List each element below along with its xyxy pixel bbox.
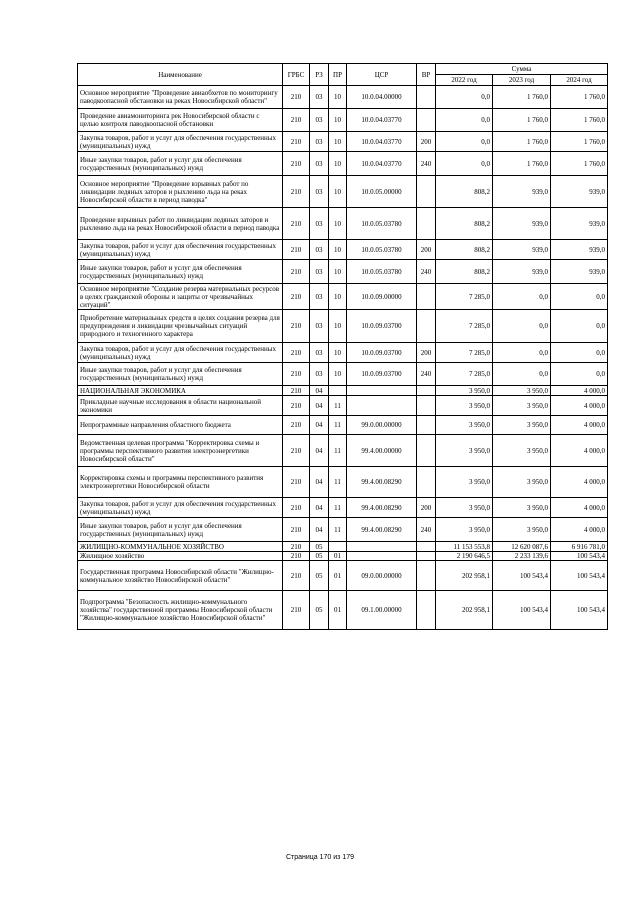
cell-sum-2023: 1 760,0 bbox=[493, 152, 551, 176]
table-row bbox=[78, 208, 608, 240]
cell-rz: 03 bbox=[310, 363, 329, 386]
table-row bbox=[78, 435, 608, 467]
table-row bbox=[78, 109, 608, 132]
cell-rz: 03 bbox=[310, 86, 329, 109]
cell-pr: 11 bbox=[329, 467, 347, 498]
cell-pr: 10 bbox=[329, 240, 347, 260]
cell-rz: 03 bbox=[310, 343, 329, 363]
cell-sum-2024: 4 000,0 bbox=[551, 498, 608, 518]
header-2023: 2023 год bbox=[493, 75, 551, 86]
cell-csr: 09.1.00.00000 bbox=[347, 591, 417, 630]
cell-pr: 10 bbox=[329, 109, 347, 132]
cell-vr bbox=[417, 542, 436, 552]
cell-pr: 10 bbox=[329, 208, 347, 240]
cell-csr: 10.0.05.00000 bbox=[347, 176, 417, 208]
cell-sum-2022: 3 950,0 bbox=[436, 518, 493, 542]
cell-sum-2023: 3 950,0 bbox=[493, 518, 551, 542]
table-body bbox=[78, 86, 608, 630]
cell-sum-2022: 0,0 bbox=[436, 152, 493, 176]
cell-name: ЖИЛИЩНО-КОММУНАЛЬНОЕ ХОЗЯЙСТВО bbox=[78, 542, 283, 552]
cell-sum-2023: 3 950,0 bbox=[493, 435, 551, 467]
cell-vr bbox=[417, 416, 436, 435]
cell-grbs: 210 bbox=[283, 363, 310, 386]
cell-sum-2022: 11 153 553,8 bbox=[436, 542, 493, 552]
cell-sum-2023: 0,0 bbox=[493, 284, 551, 310]
cell-sum-2023: 1 760,0 bbox=[493, 109, 551, 132]
cell-rz: 04 bbox=[310, 518, 329, 542]
cell-name: Ведомственная целевая программа "Корректировка схемы и программы перспективного развития электроэнергетики Новосибирской области" bbox=[78, 435, 283, 467]
cell-sum-2022: 3 950,0 bbox=[436, 396, 493, 416]
cell-sum-2022: 202 958,1 bbox=[436, 591, 493, 630]
cell-name: НАЦИОНАЛЬНАЯ ЭКОНОМИКА bbox=[78, 386, 283, 396]
cell-pr bbox=[329, 542, 347, 552]
header-name: Наименование bbox=[78, 64, 283, 86]
cell-grbs: 210 bbox=[283, 552, 310, 561]
cell-sum-2024: 4 000,0 bbox=[551, 467, 608, 498]
cell-name: Подпрограмма "Безопасность жилищно-коммунального хозяйства" государственной программы Новосибирской области "Жилищно-коммунальное хозяйство Новосибирской области" bbox=[78, 591, 283, 630]
cell-sum-2022: 7 285,0 bbox=[436, 310, 493, 343]
cell-rz: 03 bbox=[310, 109, 329, 132]
cell-sum-2023: 0,0 bbox=[493, 363, 551, 386]
cell-sum-2022: 3 950,0 bbox=[436, 386, 493, 396]
cell-sum-2023: 939,0 bbox=[493, 240, 551, 260]
table-row bbox=[78, 591, 608, 630]
cell-rz: 04 bbox=[310, 498, 329, 518]
table-row bbox=[78, 561, 608, 591]
cell-pr: 11 bbox=[329, 518, 347, 542]
cell-pr: 01 bbox=[329, 561, 347, 591]
cell-csr: 99.4.00.08290 bbox=[347, 498, 417, 518]
cell-csr: 10.0.09.03700 bbox=[347, 363, 417, 386]
cell-grbs: 210 bbox=[283, 498, 310, 518]
cell-pr: 10 bbox=[329, 86, 347, 109]
cell-sum-2024: 6 916 781,0 bbox=[551, 542, 608, 552]
cell-csr: 10.0.09.03700 bbox=[347, 343, 417, 363]
cell-pr: 11 bbox=[329, 416, 347, 435]
cell-name: Иные закупки товаров, работ и услуг для обеспечения государственных (муниципальных) нужд bbox=[78, 260, 283, 284]
cell-name: Приобретение материальных средств в целях создания резерва для предупреждения и ликвидации чрезвычайных ситуаций природного и техногенного характера bbox=[78, 310, 283, 343]
table-row bbox=[78, 416, 608, 435]
cell-grbs: 210 bbox=[283, 542, 310, 552]
budget-table bbox=[77, 63, 608, 630]
cell-csr: 99.4.00.08290 bbox=[347, 518, 417, 542]
cell-sum-2024: 100 543,4 bbox=[551, 552, 608, 561]
cell-csr: 10.0.05.03780 bbox=[347, 240, 417, 260]
table-row bbox=[78, 240, 608, 260]
cell-sum-2023: 2 233 139,6 bbox=[493, 552, 551, 561]
cell-grbs: 210 bbox=[283, 240, 310, 260]
cell-sum-2022: 2 190 646,5 bbox=[436, 552, 493, 561]
cell-sum-2024: 4 000,0 bbox=[551, 435, 608, 467]
cell-sum-2022: 808,2 bbox=[436, 240, 493, 260]
table-row bbox=[78, 363, 608, 386]
cell-sum-2023: 1 760,0 bbox=[493, 86, 551, 109]
cell-sum-2022: 7 285,0 bbox=[436, 284, 493, 310]
table-row bbox=[78, 260, 608, 284]
cell-name: Закупка товаров, работ и услуг для обеспечения государственных (муниципальных) нужд bbox=[78, 240, 283, 260]
cell-grbs: 210 bbox=[283, 260, 310, 284]
cell-pr: 11 bbox=[329, 435, 347, 467]
cell-grbs: 210 bbox=[283, 310, 310, 343]
cell-sum-2022: 0,0 bbox=[436, 109, 493, 132]
table-row bbox=[78, 152, 608, 176]
cell-sum-2024: 1 760,0 bbox=[551, 132, 608, 152]
table-row bbox=[78, 396, 608, 416]
header-sum: Сумма bbox=[436, 64, 608, 75]
cell-sum-2024: 100 543,4 bbox=[551, 561, 608, 591]
header-2022: 2022 год bbox=[436, 75, 493, 86]
table-row bbox=[78, 542, 608, 552]
cell-name: Иные закупки товаров, работ и услуг для обеспечения государственных (муниципальных) нужд bbox=[78, 518, 283, 542]
cell-vr: 240 bbox=[417, 363, 436, 386]
cell-sum-2024: 1 760,0 bbox=[551, 152, 608, 176]
cell-name: Закупка товаров, работ и услуг для обеспечения государственных (муниципальных) нужд bbox=[78, 132, 283, 152]
cell-name: Непрограммные направления областного бюджета bbox=[78, 416, 283, 435]
cell-sum-2022: 808,2 bbox=[436, 260, 493, 284]
cell-grbs: 210 bbox=[283, 561, 310, 591]
cell-sum-2023: 1 760,0 bbox=[493, 132, 551, 152]
cell-csr: 99.4.00.00000 bbox=[347, 435, 417, 467]
cell-rz: 03 bbox=[310, 240, 329, 260]
cell-name: Основное мероприятие "Проведение взрывных работ по ликвидации ледяных заторов и рыхлению льда на реках Новосибирской области в период паводка" bbox=[78, 176, 283, 208]
header-rz: РЗ bbox=[310, 64, 329, 86]
cell-sum-2023: 939,0 bbox=[493, 176, 551, 208]
cell-sum-2024: 4 000,0 bbox=[551, 396, 608, 416]
cell-sum-2022: 3 950,0 bbox=[436, 416, 493, 435]
cell-vr bbox=[417, 109, 436, 132]
cell-sum-2024: 0,0 bbox=[551, 363, 608, 386]
cell-pr: 10 bbox=[329, 152, 347, 176]
cell-pr: 10 bbox=[329, 363, 347, 386]
cell-csr: 10.0.05.03780 bbox=[347, 260, 417, 284]
cell-vr bbox=[417, 591, 436, 630]
cell-csr: 10.0.05.03780 bbox=[347, 208, 417, 240]
cell-sum-2024: 939,0 bbox=[551, 240, 608, 260]
cell-vr: 200 bbox=[417, 240, 436, 260]
cell-rz: 03 bbox=[310, 260, 329, 284]
cell-grbs: 210 bbox=[283, 152, 310, 176]
cell-sum-2022: 3 950,0 bbox=[436, 467, 493, 498]
cell-pr: 10 bbox=[329, 132, 347, 152]
cell-csr: 10.0.09.00000 bbox=[347, 284, 417, 310]
cell-vr bbox=[417, 284, 436, 310]
cell-rz: 04 bbox=[310, 435, 329, 467]
cell-sum-2024: 939,0 bbox=[551, 176, 608, 208]
cell-vr bbox=[417, 561, 436, 591]
cell-rz: 04 bbox=[310, 396, 329, 416]
cell-vr: 200 bbox=[417, 132, 436, 152]
cell-name: Государственная программа Новосибирской области "Жилищно-коммунальное хозяйство Новосибирской области" bbox=[78, 561, 283, 591]
cell-csr: 10.0.04.03770 bbox=[347, 109, 417, 132]
cell-grbs: 210 bbox=[283, 416, 310, 435]
cell-sum-2022: 0,0 bbox=[436, 86, 493, 109]
cell-pr: 10 bbox=[329, 284, 347, 310]
cell-rz: 03 bbox=[310, 132, 329, 152]
cell-sum-2023: 12 620 087,6 bbox=[493, 542, 551, 552]
cell-vr: 240 bbox=[417, 152, 436, 176]
cell-sum-2023: 0,0 bbox=[493, 310, 551, 343]
cell-csr bbox=[347, 386, 417, 396]
cell-pr: 11 bbox=[329, 396, 347, 416]
cell-name: Иные закупки товаров, работ и услуг для обеспечения государственных (муниципальных) нужд bbox=[78, 152, 283, 176]
cell-rz: 04 bbox=[310, 386, 329, 396]
table-row bbox=[78, 552, 608, 561]
cell-vr: 240 bbox=[417, 260, 436, 284]
header-csr: ЦСР bbox=[347, 64, 417, 86]
cell-rz: 03 bbox=[310, 152, 329, 176]
cell-vr: 200 bbox=[417, 498, 436, 518]
cell-rz: 03 bbox=[310, 208, 329, 240]
cell-sum-2024: 0,0 bbox=[551, 310, 608, 343]
cell-sum-2022: 0,0 bbox=[436, 132, 493, 152]
cell-sum-2022: 7 285,0 bbox=[436, 343, 493, 363]
cell-vr bbox=[417, 310, 436, 343]
cell-rz: 04 bbox=[310, 467, 329, 498]
cell-sum-2022: 7 285,0 bbox=[436, 363, 493, 386]
table-row bbox=[78, 467, 608, 498]
cell-csr bbox=[347, 552, 417, 561]
cell-sum-2023: 100 543,4 bbox=[493, 591, 551, 630]
cell-name: Закупка товаров, работ и услуг для обеспечения государственных (муниципальных) нужд bbox=[78, 498, 283, 518]
cell-grbs: 210 bbox=[283, 176, 310, 208]
cell-rz: 04 bbox=[310, 416, 329, 435]
cell-csr: 10.0.09.03700 bbox=[347, 310, 417, 343]
cell-sum-2024: 100 543,4 bbox=[551, 591, 608, 630]
cell-name: Жилищное хозяйство bbox=[78, 552, 283, 561]
cell-name: Основное мероприятие "Создание резерва материальных ресурсов в целях гражданской обороны и защиты от чрезвычайных ситуаций" bbox=[78, 284, 283, 310]
cell-pr: 01 bbox=[329, 591, 347, 630]
cell-sum-2024: 939,0 bbox=[551, 208, 608, 240]
table-row bbox=[78, 132, 608, 152]
cell-sum-2022: 3 950,0 bbox=[436, 435, 493, 467]
cell-sum-2024: 1 760,0 bbox=[551, 109, 608, 132]
header-pr: ПР bbox=[329, 64, 347, 86]
header-vr: ВР bbox=[417, 64, 436, 86]
cell-grbs: 210 bbox=[283, 208, 310, 240]
cell-name: Проведение авиамониторинга рек Новосибирской области с целью контроля паводкоопасной обстановки bbox=[78, 109, 283, 132]
cell-name: Прикладные научные исследования в области национальной экономики bbox=[78, 396, 283, 416]
cell-grbs: 210 bbox=[283, 343, 310, 363]
cell-name: Проведение взрывных работ по ликвидации ледяных заторов и рыхлению льда на реках Новосибирской области в период паводка bbox=[78, 208, 283, 240]
cell-pr: 01 bbox=[329, 552, 347, 561]
cell-grbs: 210 bbox=[283, 435, 310, 467]
cell-pr: 11 bbox=[329, 498, 347, 518]
cell-name: Основное мероприятие "Проведение авиаобхетов по мониторингу паводкоопасной обстановки на реках Новосибирской области" bbox=[78, 86, 283, 109]
cell-grbs: 210 bbox=[283, 109, 310, 132]
cell-sum-2023: 939,0 bbox=[493, 208, 551, 240]
table-row bbox=[78, 498, 608, 518]
cell-rz: 05 bbox=[310, 561, 329, 591]
cell-sum-2024: 939,0 bbox=[551, 260, 608, 284]
table-row bbox=[78, 310, 608, 343]
cell-pr: 10 bbox=[329, 343, 347, 363]
header-2024: 2024 год bbox=[551, 75, 608, 86]
cell-name: Закупка товаров, работ и услуг для обеспечения государственных (муниципальных) нужд bbox=[78, 343, 283, 363]
cell-csr: 99.4.00.08290 bbox=[347, 467, 417, 498]
cell-pr bbox=[329, 386, 347, 396]
cell-grbs: 210 bbox=[283, 591, 310, 630]
cell-sum-2024: 4 000,0 bbox=[551, 416, 608, 435]
cell-sum-2024: 4 000,0 bbox=[551, 386, 608, 396]
table-row bbox=[78, 386, 608, 396]
cell-csr: 99.0.00.00000 bbox=[347, 416, 417, 435]
cell-pr: 10 bbox=[329, 310, 347, 343]
cell-rz: 05 bbox=[310, 542, 329, 552]
cell-rz: 03 bbox=[310, 176, 329, 208]
cell-vr bbox=[417, 467, 436, 498]
cell-grbs: 210 bbox=[283, 284, 310, 310]
page-number: Страница 170 из 179 bbox=[285, 854, 355, 861]
cell-sum-2023: 3 950,0 bbox=[493, 396, 551, 416]
cell-vr bbox=[417, 552, 436, 561]
table-row bbox=[78, 176, 608, 208]
cell-grbs: 210 bbox=[283, 132, 310, 152]
cell-sum-2023: 3 950,0 bbox=[493, 467, 551, 498]
cell-grbs: 210 bbox=[283, 396, 310, 416]
cell-name: Иные закупки товаров, работ и услуг для обеспечения государственных (муниципальных) нужд bbox=[78, 363, 283, 386]
cell-sum-2022: 808,2 bbox=[436, 176, 493, 208]
cell-rz: 05 bbox=[310, 552, 329, 561]
cell-grbs: 210 bbox=[283, 386, 310, 396]
cell-rz: 03 bbox=[310, 284, 329, 310]
cell-rz: 03 bbox=[310, 310, 329, 343]
cell-sum-2024: 4 000,0 bbox=[551, 518, 608, 542]
cell-csr: 10.0.04.03770 bbox=[347, 152, 417, 176]
cell-vr: 240 bbox=[417, 518, 436, 542]
cell-vr bbox=[417, 435, 436, 467]
table-row bbox=[78, 518, 608, 542]
cell-sum-2022: 3 950,0 bbox=[436, 498, 493, 518]
cell-sum-2024: 1 760,0 bbox=[551, 86, 608, 109]
cell-sum-2023: 3 950,0 bbox=[493, 498, 551, 518]
cell-sum-2022: 202 958,1 bbox=[436, 561, 493, 591]
table-row bbox=[78, 343, 608, 363]
cell-vr bbox=[417, 396, 436, 416]
cell-csr: 10.0.04.03770 bbox=[347, 132, 417, 152]
header-grbs: ГРБС bbox=[283, 64, 310, 86]
cell-csr: 09.0.00.00000 bbox=[347, 561, 417, 591]
cell-sum-2022: 808,2 bbox=[436, 208, 493, 240]
cell-vr bbox=[417, 386, 436, 396]
cell-sum-2023: 100 543,4 bbox=[493, 561, 551, 591]
cell-sum-2023: 3 950,0 bbox=[493, 416, 551, 435]
cell-csr bbox=[347, 542, 417, 552]
cell-vr: 200 bbox=[417, 343, 436, 363]
cell-vr bbox=[417, 176, 436, 208]
cell-csr: 10.0.04.00000 bbox=[347, 86, 417, 109]
cell-sum-2023: 939,0 bbox=[493, 260, 551, 284]
cell-name: Корректировка схемы и программы перспективного развития электроэнергетики Новосибирской области bbox=[78, 467, 283, 498]
cell-grbs: 210 bbox=[283, 518, 310, 542]
cell-vr bbox=[417, 208, 436, 240]
cell-rz: 05 bbox=[310, 591, 329, 630]
cell-sum-2024: 0,0 bbox=[551, 284, 608, 310]
cell-sum-2024: 0,0 bbox=[551, 343, 608, 363]
cell-grbs: 210 bbox=[283, 467, 310, 498]
cell-csr bbox=[347, 396, 417, 416]
cell-vr bbox=[417, 86, 436, 109]
cell-grbs: 210 bbox=[283, 86, 310, 109]
cell-sum-2023: 0,0 bbox=[493, 343, 551, 363]
cell-sum-2023: 3 950,0 bbox=[493, 386, 551, 396]
cell-pr: 10 bbox=[329, 176, 347, 208]
table-row bbox=[78, 284, 608, 310]
table-row bbox=[78, 86, 608, 109]
cell-pr: 10 bbox=[329, 260, 347, 284]
